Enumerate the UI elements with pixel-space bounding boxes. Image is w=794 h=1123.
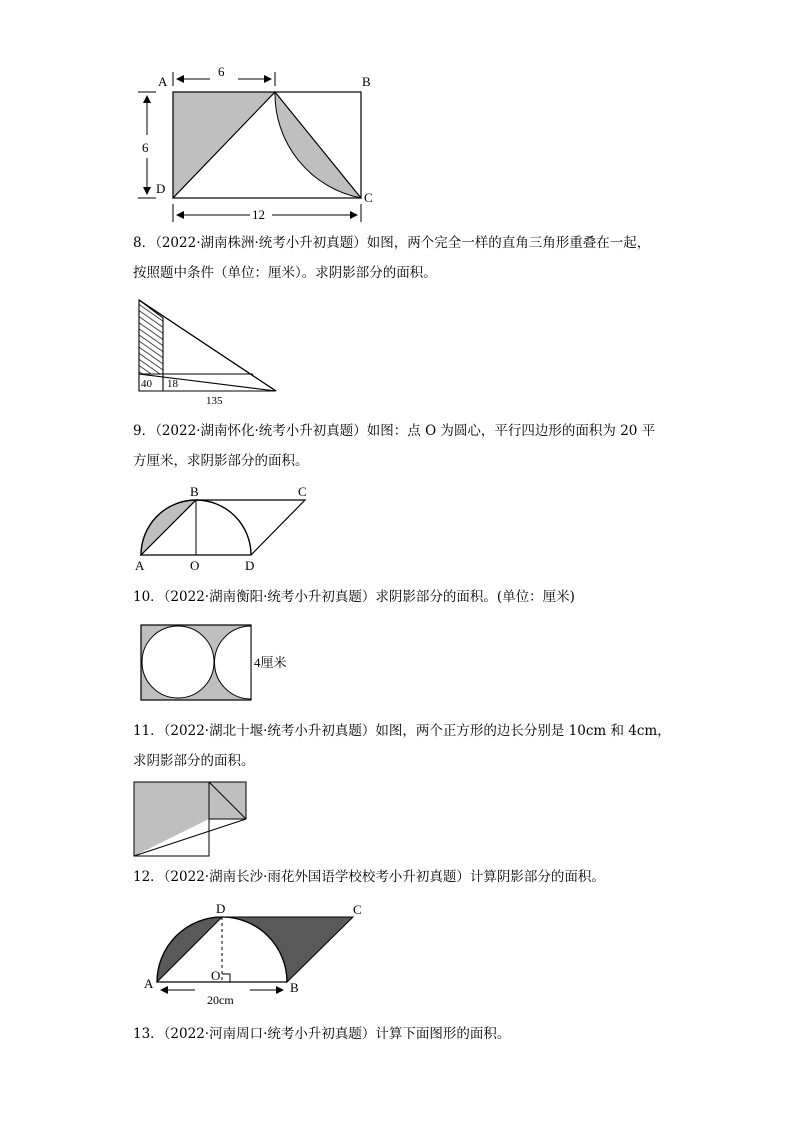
dim-bottom-label: 12: [252, 207, 265, 222]
label-40: 40: [141, 378, 152, 390]
point-a: A: [135, 558, 145, 573]
point-b: B: [190, 484, 199, 499]
question-11-line-2: 求阴影部分的面积。: [133, 753, 255, 769]
question-12-line-1: 12．（2022·湖南长沙·雨花外国语学校校考小升初真题）计算阴影部分的面积。: [133, 869, 605, 885]
question-9-line-2: 方厘米，求阴影部分的面积。: [133, 453, 309, 469]
dim-top-label: 6: [218, 64, 225, 79]
point-c: C: [298, 484, 307, 499]
point-c: C: [353, 902, 362, 917]
point-b: B: [290, 980, 299, 995]
question-8-line-2: 按照题中条件（单位：厘米）。求阴影部分的面积。: [133, 265, 437, 281]
question-13-line-1: 13．（2022·河南周口·统考小升初真题）计算下面图形的面积。: [133, 1026, 511, 1042]
vertex-d: D: [156, 181, 166, 196]
dim-left-label: 6: [142, 140, 149, 155]
dim-20cm: 20cm: [207, 993, 234, 1007]
label-18: 18: [167, 378, 178, 390]
point-o: O: [211, 968, 221, 983]
point-d: D: [245, 558, 255, 573]
dim-4cm: 4厘米: [254, 655, 287, 670]
dark-region-right: [222, 917, 353, 982]
question-9-line-1: 9．（2022·湖南怀化·统考小升初真题）如图：点 O 为圆心，平行四边形的面积为 20 平: [133, 423, 656, 439]
question-11-line-1: 11．（2022·湖北十堰·统考小升初真题）如图，两个正方形的边长分别是 10cm 和 4cm，: [133, 723, 671, 739]
question-8-line-1: 8．（2022·湖南株洲·统考小升初真题）如图，两个完全一样的直角三角形重叠在一起，: [133, 235, 651, 251]
vertex-b: B: [362, 74, 371, 89]
vertex-a: A: [158, 74, 168, 89]
point-a: A: [144, 976, 154, 991]
vertex-c: C: [364, 190, 373, 205]
question-10-line-1: 10．（2022·湖南衡阳·统考小升初真题）求阴影部分的面积。(单位：厘米): [133, 589, 575, 605]
label-135: 135: [206, 395, 223, 407]
point-o: O: [190, 558, 200, 573]
point-d: D: [216, 901, 226, 916]
